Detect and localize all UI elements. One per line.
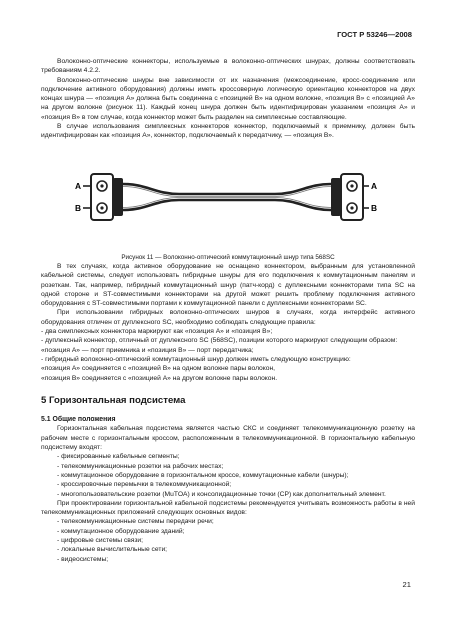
left-label-b: B [75, 202, 82, 213]
rule-item: «позиция А» соединяется с «позицией В» на одном волокне пары волокон, [41, 365, 276, 373]
figure-11 [41, 146, 415, 249]
rule-item: «позиция А» — порт приемника и «позиция В» — порт передатчика; [41, 346, 254, 354]
rule-item: - гибридный волоконно-оптический коммутационный шнур должен иметь следующую конструкцию: [41, 355, 351, 363]
right-label-a: A [371, 180, 378, 191]
list-item: - коммутационное оборудование зданий; [57, 527, 185, 535]
patch-cord-cable [123, 184, 331, 210]
paragraph: При использовании гибридных волоконно-оптических шнуров в случаях, когда интерфейс активного оборудования отличен от дуплексного SC, необходимо соблюдать следующие правила: [41, 309, 415, 326]
list-item: - кроссировочные перемычки в телекоммуникационной; [57, 481, 232, 489]
paragraph: Волоконно-оптические коннекторы, используемые в волоконно-оптических шнурах, должны соответствовать требованиям 4.2.2. [41, 58, 415, 75]
paragraph: В тех случаях, когда активное оборудование не оснащено коннектором, выбранным для установленной кабельной системы, следует использовать гибридные шнуры для его подключения к коммутационным панелям и розеткам. Так, например, гибридный коммутационный шнур (патч-корд) с дуплексными коннекторами типа SC на одной стороне и ST-совместимыми коннекторами на другой может решить проблему подключения активного оборудования с ST-совместимыми портами к коммутационной панели с дуплексными коннекторами SC. [41, 262, 415, 308]
figure-caption: Рисунок 11 — Волоконно-оптический коммутационный шнур типа 568SC [121, 253, 335, 261]
list-item: - телекоммуникационные системы передачи речи; [57, 518, 214, 526]
page-content [41, 57, 415, 564]
page-number: 21 [402, 580, 411, 589]
list-item: - телекоммуникационные розетки на рабочих местах; [57, 462, 224, 470]
rule-item: - дуплексный коннектор, отличный от дуплексного SC (568SC), позиции которого маркируют следующим образом: [41, 337, 398, 345]
rule-item: «позиция В» соединяется с «позицией А» на другом волокне пары волокон. [41, 374, 278, 382]
list-item: - видеосистемы; [57, 555, 109, 563]
paragraph: В случае использования симплексных коннекторов коннектор, подключаемый к приемнику, должен быть идентифицирован как «позиция А», коннектор, подключаемый к передатчику, — «позиция В». [41, 123, 415, 140]
subsection-heading: 5.1 Общие положения [41, 416, 116, 424]
list-item: - многопользовательские розетки (MuTOA) и консолидационные точки (CP) как дополнительный элемент. [57, 490, 386, 498]
paragraph: Горизонтальная кабельная подсистема является частью СКС и соединяет телекоммуникационную розетку на рабочем месте с горизонтальным кроссом, расположенным в телекоммуникационной. В горизонтальную кабельную подсистему входят: [41, 425, 415, 452]
section-heading: 5 Горизонтальная подсистема [41, 394, 186, 406]
rule-item: - два симплексных коннектора маркируют как «позиция А» и «позиция В»; [41, 328, 273, 336]
right-connector [331, 174, 369, 220]
left-label-a: A [75, 180, 82, 191]
paragraph: Волоконно-оптические шнуры вне зависимости от их назначения (межсоединение, кросс-соединение или подключение активного оборудования) должны иметь кроссоверную логическую ориентацию коннекторов на двух концах шнура — «позиция А» должна быть соединена с «позицией В» на одном волокне, «позиция В» с «позицией А» на другом волокне (рисунок 11). Каждый конец шнура должен быть идентифицирован указанием «позиция А» и «позиция В» в том случае, когда коннектор может быть разделен на симплексные составляющие. [41, 76, 415, 121]
list-item: - цифровые системы связи; [57, 536, 144, 544]
list-item: - коммутационное оборудование в горизонтальном кроссе, коммутационные кабели (шнуры); [57, 471, 349, 479]
right-label-b: B [371, 202, 378, 213]
left-connector [83, 174, 123, 220]
fiber-patch-cord-diagram [69, 148, 385, 248]
list-item: - фиксированные кабельные сегменты; [57, 453, 180, 461]
document-header: ГОСТ Р 53246—2008 [337, 30, 412, 39]
list-item: - локальные вычислительные сети; [57, 546, 168, 554]
paragraph: При проектировании горизонтальной кабельной подсистемы рекомендуется учитывать возможность работы в ней телекоммуникационных приложений следующих основных видов: [41, 499, 415, 517]
